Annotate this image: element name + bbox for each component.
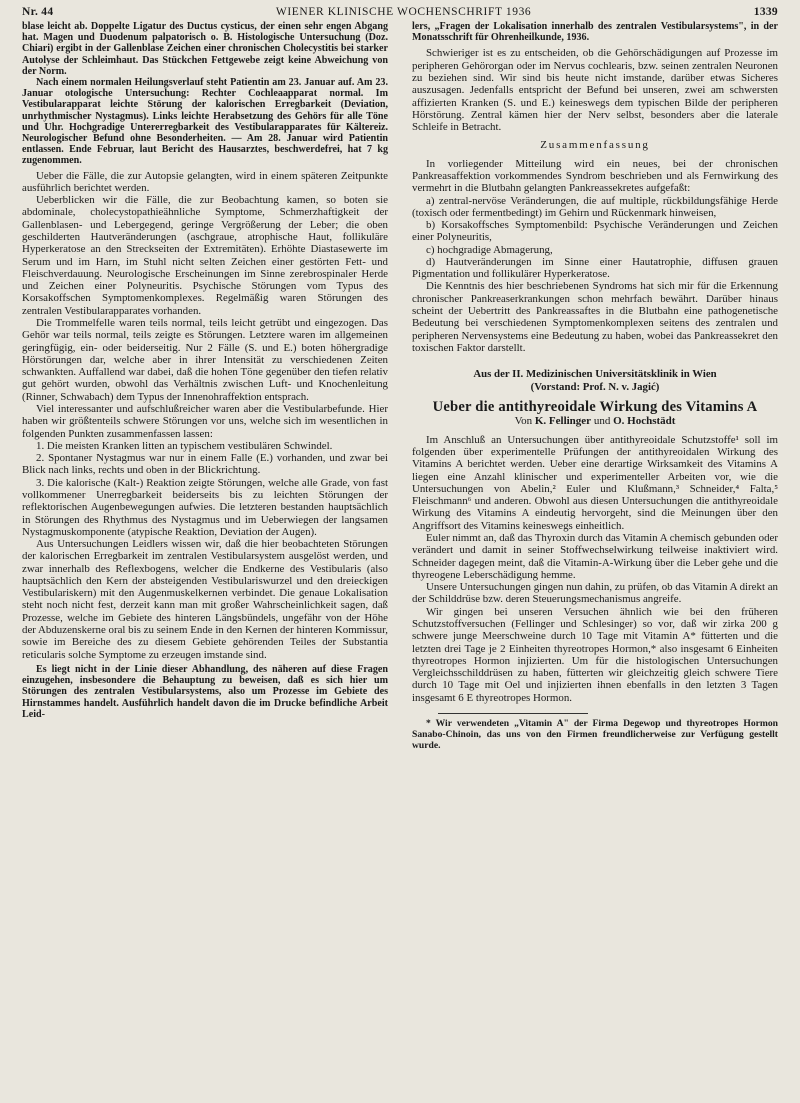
paragraph: Schwieriger ist es zu entscheiden, ob die Gehörschädigungen auf Prozesse im peripheren Gehörorgan oder im Nervus cochlearis, bzw. seinen zentralen Neuronen zu beziehen sind. Wir sind bis heute nicht imstande, darüber etwas Sicheres auszusagen. Jedenfalls entspricht der Befund bei unseren, zwei am schwersten affizierten Kranken (S. und E.) keineswegs dem typischen Bilde der peripheren Hörstörung. Zentral kämen hier der Nerv selbst, besonders aber die laterale Schleife in Betracht.: [412, 47, 778, 134]
paragraph: In vorliegender Mitteilung wird ein neues, bei der chronischen Pankreasaffektion vorkommendes Syndrom beschrieben und als Fernwirkung des vermehrt in die Blutbahn gelangten Pankreassekretes aufgefaßt:: [412, 157, 778, 195]
paragraph: Im Anschluß an Untersuchungen über antithyreoidale Schutzstoffe¹ soll im folgenden über experimentelle Prüfungen der antithyreoidalen Wirkung des Vitamins A berichtet werden. Ueber eine derartige Wirksamkeit des Vitamins A liegen eine Anzahl klinischer und experimenteller Arbeiten vor, wie die Untersuchungen von Abelin,² Euler und Klußmann,³ Schneider,⁴ Falta,⁵ Fleischmann⁶ und anderen. Obwohl aus diesen Untersuchungen die antithyreoidale Wirkung des Vitamins A eindeutig hervorgeht, sind die Meinungen über den Angriffsort des Vitamins keineswegs einheitlich.: [412, 433, 778, 532]
paragraph: Unsere Untersuchungen gingen nun dahin, zu prüfen, ob das Vitamin A direkt an der Schilddrüse bzw. deren Steuerungsmechanismus angreife.: [412, 581, 778, 606]
section-title: Zusammenfassung: [540, 139, 650, 152]
paragraph: blase leicht ab. Doppelte Ligatur des Ductus cysticus, der einen sehr engen Abgang hat. Magen und Duodenum palpatorisch o. B. Histologische Untersuchung (Doz. Chiari) ergibt in der Gallenblase Zeichen einer chronischen Cholecystitis bei starker Autolyse der Schleimhaut. Das Stückchen Fettgewebe zeigt keine Abweichung von der Norm.: [22, 21, 388, 77]
paragraph: Viel interessanter und aufschlußreicher waren aber die Vestibularbefunde. Hier haben wir größtenteils schwere Störungen vor uns, welche sich im wesentlichen in folgenden Punkten zusammenfassen lassen:: [22, 402, 388, 440]
page-number: 1339: [753, 6, 778, 18]
paragraph: Ueber die Fälle, die zur Autopsie gelangten, wird in einem späteren Zeitpunkte ausführlich berichtet werden.: [22, 169, 388, 194]
list-item: a) zentral-nervöse Veränderungen, die auf multiple, rückbildungsfähige Herde (toxisch oder fermentbedingt) im Gehirn und Rückenmark hinweisen,: [412, 194, 778, 219]
right-column: [412, 21, 778, 751]
author-name: O. Hochstädt: [613, 415, 676, 428]
clinic-line: Aus der II. Medizinischen Universitätsklinik in Wien: [473, 368, 717, 381]
list-item: d) Hautveränderungen im Sinne einer Hautatrophie, diffusen grauen Pigmentation und follikulärer Hyperkeratose.: [412, 255, 778, 281]
clinic-director: (Vorstand: Prof. N. v. Jagić): [530, 380, 660, 393]
paragraph: Die Trommelfelle waren teils normal, teils leicht getrübt und eingezogen. Das Gehör war teils normal, teils zeigte es Störungen. Letztere waren im allgemeinen geringfügig, ein- oder beiderseitig. Nur 2 Fälle (S. und E.) boten höhergradige Hörstörungen dar, welche aber in ihrer Intensität zu verschiedenen Zeiten schwankten. Auffallend war dabei, daß die hohen Töne gegenüber den tiefen relativ gut gehört wurden, obwohl das Verhältnis zwischen Luft- und Knochenleitung (Rinner, Schwabach) dem Typus der Innenohraffektion entsprach.: [22, 317, 388, 403]
list-item: 2. Spontaner Nystagmus war nur in einem Falle (E.) vorhanden, und zwar bei Blick nach links, rechts und oben in der Blickrichtung.: [22, 452, 388, 477]
author-name: K. Fellinger: [534, 415, 592, 428]
list-item: 3. Die kalorische (Kalt-) Reaktion zeigte Störungen, welche alle Grade, von fast vollkommener Unerregbarkeit beiderseits bis zu leichten Störungen der reflektorischen Augenbewegungen aufwies. Die letzteren bestanden hauptsächlich in Störungen des Rhythmus des Nystagmus und im Ueberwiegen der langsamen Nystagmuskomponente (atypische Reaktion, Deviation der Augen).: [22, 476, 388, 538]
footnote: * Wir verwendeten „Vitamin A" der Firma Degewop und thyreotropes Hormon Sanabo-Chinoin, das uns von den Firmen freundlicherweise zur Verfügung gestellt wurde.: [412, 717, 778, 751]
paragraph: Die Kenntnis des hier beschriebenen Syndroms hat sich mir für die Erkennung chronischer Pankreaserkrankungen schon mehrfach bewährt. Darüber hinaus scheint der Uebertritt des Pankreassaftes in die Blutbahn eine pathogenetische Bedeutung bei verschiedenen Symptomenkomplexen seitens des zentralen und peripheren Nervensystems eine Bedeutung zu haben, wobei das Pankreassekret den toxischen Faktor darstellt.: [412, 280, 778, 354]
left-column: [22, 21, 388, 751]
list-item: b) Korsakoffsches Symptomenbild: Psychische Veränderungen und Zeichen einer Polyneuritis,: [412, 219, 778, 244]
authors-von: Von: [514, 415, 533, 428]
paragraph: Wir gingen bei unseren Versuchen ähnlich wie bei den früheren Schutzstoffversuchen (Fellinger und Schlesinger) so vor, daß wir zirka 200 g schwere junge Meerschweine durch 10 Tage mit Vitamin A* fütterten und die letzten drei Tage je 2 Einheiten thyreotropes Hormon,* also insgesamt 6 Einheiten thyreotropes Hormon injizierten. Um für die histologischen Untersuchungen Vergleichsschilddrüsen zu haben, fütterten wir gleichzeitig gleich schwere Tiere durch 10 Tage mit Oel und injizierten ihnen ebenfalls in den letzten 3 Tagen insgesamt 6 E thyreotropes Hormon.: [412, 605, 778, 704]
paragraph: Nach einem normalen Heilungsverlauf steht Patientin am 23. Januar auf. Am 23. Januar otologische Untersuchung: Rechter Cochleaapparat normal. Im Vestibularapparat leichte Störung der kalorischen Erregbarkeit (Deviation, unrhythmischer Nystagmus). Links leichte Herabsetzung des Gehörs für alle Töne und Uhr. Hochgradige Untererregbarkeit des Vestibularapparates für Kältereiz. Neurologischer Befund ohne Besonderheiten. — Am 28. Januar wird Patientin entlassen. Ende Februar, laut Bericht des Hausarztes, beschwerdefrei, hat 7 kg zugenommen.: [22, 77, 388, 167]
article-authors: [412, 415, 778, 427]
paragraph: Euler nimmt an, daß das Thyroxin durch das Vitamin A chemisch gebunden oder verändert und damit in seiner Stoffwechselwirkung teilweise inaktiviert wird. Schneider dagegen meint, daß die Vitamin-A-Wirkung über die Leber gehe und die thyreogene Leberschädigung hemme.: [412, 531, 778, 581]
issue-number: Nr. 44: [22, 6, 54, 18]
paragraph: Aus Untersuchungen Leidlers wissen wir, daß die hier beobachteten Störungen der kalorischen Erregbarkeit im zentralen Vestibularsystem ausgelöst werden, und zwar innerhalb des Reflexbogens, welcher die Endkerne des Vestibularis (also hauptsächlich den Kern der absteigenden Vestibulariswurzel und den dreieckigen Vestibulariskern) mit den Augenmuskelkernen verbindet. Die genaue Lokalisation steht noch nicht fest, derzeit kann man mit großer Wahrscheinlichkeit sagen, daß Prozesse, welche im Gebiete des hinteren Längsbündels, ungefähr von der Höhe der Abduzenskerne oral bis zu seinem Ende in den Kernen der hinteren Kommissur, sowie im Bereiche des zu diesem Gebiete gehörenden Teiles der Substantia reticularis solche Symptome zu erzeugen imstande sind.: [22, 538, 388, 661]
list-item: c) hochgradige Abmagerung,: [426, 243, 553, 256]
list-item: 1. Die meisten Kranken litten an typischem vestibulären Schwindel.: [36, 439, 333, 452]
journal-title: WIENER KLINISCHE WOCHENSCHRIFT 1936: [275, 6, 532, 18]
paragraph: lers, „Fragen der Lokalisation innerhalb des zentralen Vestibularsystems", in der Monatsschrift für Ohrenheilkunde, 1936.: [412, 21, 778, 44]
article-title: Ueber die antithyreoidale Wirkung des Vitamins A: [432, 399, 758, 416]
authors-und: und: [593, 415, 611, 428]
clinic-heading: [412, 368, 778, 393]
paragraph: Es liegt nicht in der Linie dieser Abhandlung, des näheren auf diese Fragen einzugehen, insbesondere die Behauptung zu beweisen, daß es sich hier um Störungen des zentralen Vestibularsystems, also um Prozesse im Gebiete des Hirnstammes handelt. Ausführlich handelt davon die im Drucke befindliche Arbeit Leid-: [22, 663, 388, 720]
page-header: [22, 6, 778, 18]
footnote-divider: [438, 713, 588, 714]
paragraph: Ueberblicken wir die Fälle, die zur Beobachtung kamen, so boten sie abdominale, cholecystopathieähnliche Symptome, Schmerzhaftigkeit der Gallenblasen- und Lebergegend, geringe Vergrößerung der Leber; die oben geschilderten Hautveränderungen (aschgraue, atrophische Haut, follikuläre Hyperkeratose an den Streckseiten der Extremitäten). Erhöhte Diastasewerte im Serum und im Harn, im Stuhl nicht selten Zeichen einer gestörten Fett- und Fleischverdauung. Neurologische Erscheinungen im Sinne zerebrospinaler Herde und Zeichen einer Polyneuritis. Psychische Störungen vom Typus des Korsakoffschen Symptomenkomplexes. Regelmäßig waren Störungen des zentralen Vestibularapparates vorhanden.: [22, 194, 388, 317]
